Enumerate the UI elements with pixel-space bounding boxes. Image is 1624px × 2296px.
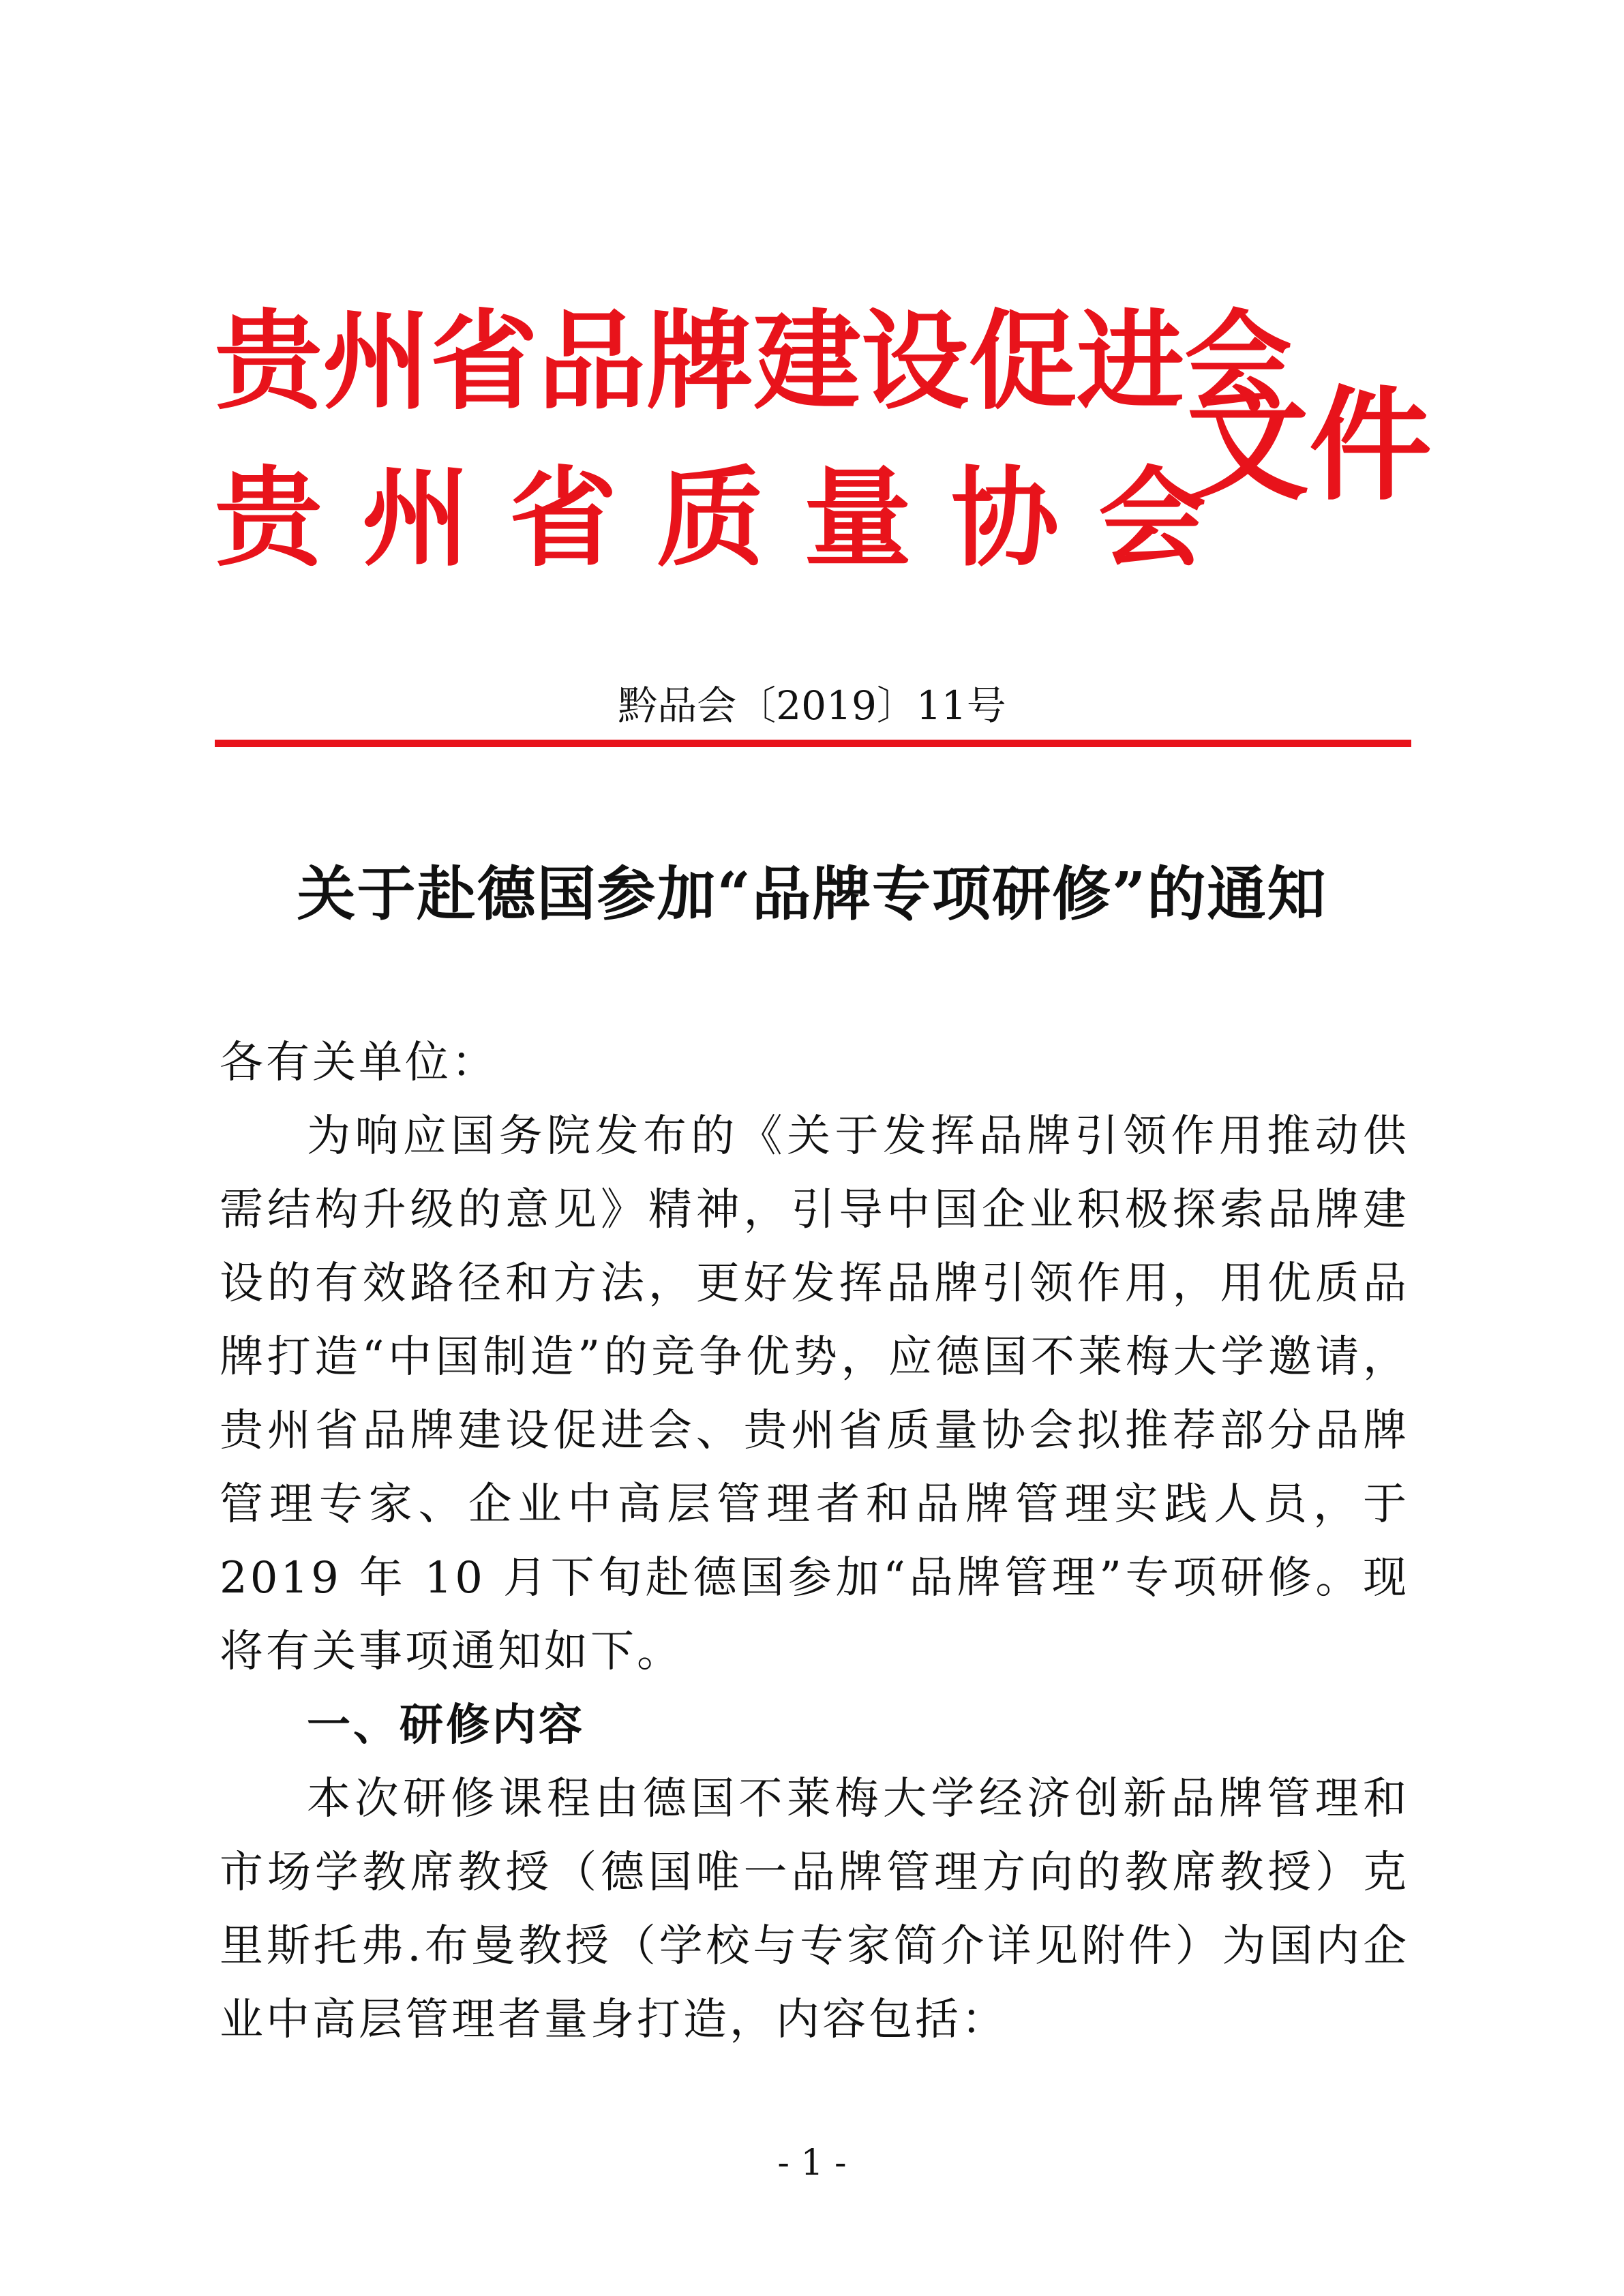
section-paragraph: 本次研修课程由德国不莱梅大学经济创新品牌管理和市场学教席教授（德国唯一品牌管理方向的教席教授）克里斯托弗.布曼教授（学校与专家简介详见附件）为国内企业中高层管理者量身打造，内容包括： xyxy=(220,1774,1409,2045)
notice-title: 关于赴德国参加“品牌专项研修”的通知 xyxy=(297,860,1327,928)
document-label: 文件 xyxy=(1186,375,1432,517)
page-number: - 1 - xyxy=(777,2143,847,2184)
document-number: 黔品会〔2019〕11号 xyxy=(618,682,1006,729)
document-body xyxy=(220,1026,1409,2057)
salutation: 各有关单位： xyxy=(220,1038,498,1088)
section-heading: 一、研修内容 xyxy=(307,1700,585,1751)
issuer-name-2: 贵州省质量协会 xyxy=(215,456,1246,581)
red-divider-line xyxy=(215,740,1411,747)
intro-paragraph: 为响应国务院发布的《关于发挥品牌引领作用推动供需结构升级的意见》精神，引导中国企业积极探索品牌建设的有效路径和方法，更好发挥品牌引领作用，用优质品牌打造“中国制造”的竞争优势，应德国不莱梅大学邀请，贵州省品牌建设促进会、贵州省质量协会拟推荐部分品牌管理专家、企业中高层管理者和品牌管理实践人员，于 2019 年 10 月下旬赴德国参加“品牌管理”专项研修。现将有关事项通知如下。 xyxy=(220,1111,1409,1677)
issuer-name-1: 贵州省品牌建设促进会 xyxy=(215,299,1292,425)
red-masthead xyxy=(215,280,1432,634)
